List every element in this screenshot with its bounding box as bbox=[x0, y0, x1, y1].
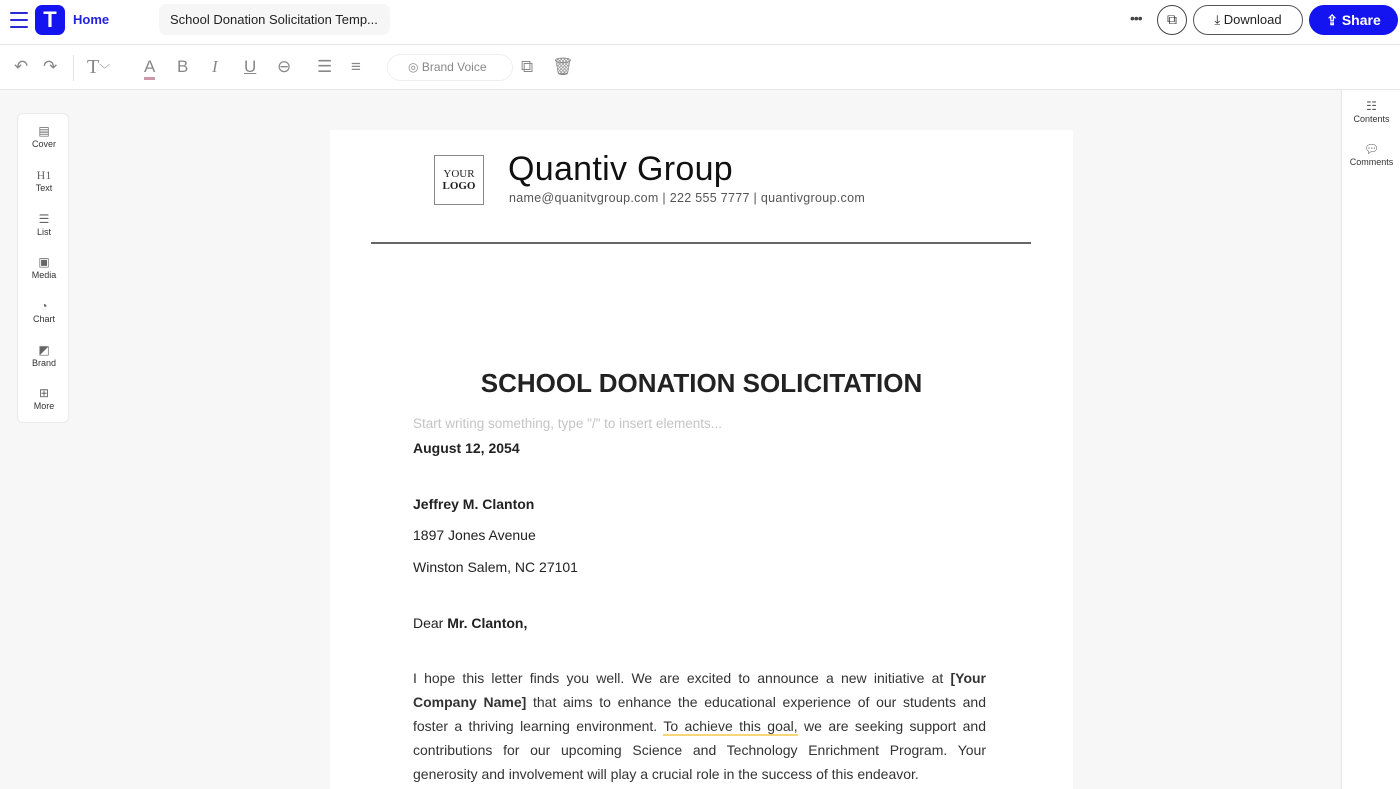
download-label: Download bbox=[1223, 12, 1282, 27]
divider-line bbox=[371, 242, 1031, 244]
recipient-name[interactable]: Jeffrey M. Clanton bbox=[413, 496, 535, 512]
panel-item-more[interactable] bbox=[18, 386, 70, 411]
grid-icon: ⊞ bbox=[38, 386, 50, 400]
copy-block-icon[interactable]: ⧉ bbox=[521, 57, 534, 76]
share-button[interactable] bbox=[1309, 5, 1398, 35]
contents-icon: ☷ bbox=[1366, 99, 1377, 113]
text-color-icon[interactable]: A bbox=[144, 57, 155, 80]
letter-date[interactable]: August 12, 2054 bbox=[413, 440, 520, 456]
brand-voice-label: Brand Voice bbox=[421, 60, 487, 74]
bold-icon[interactable]: B bbox=[177, 57, 189, 76]
text-style-icon[interactable]: T﹀ bbox=[87, 56, 111, 78]
brand-icon: ◩ bbox=[38, 343, 50, 357]
panel-item-cover[interactable] bbox=[18, 124, 70, 149]
label: Media bbox=[31, 270, 57, 280]
label: Brand bbox=[31, 358, 57, 368]
app-logo[interactable]: T bbox=[35, 5, 65, 35]
panel-item-brand[interactable] bbox=[18, 343, 70, 368]
address-line-2[interactable]: Winston Salem, NC 27101 bbox=[413, 559, 578, 575]
format-toolbar bbox=[0, 45, 1400, 90]
list-icon: ☰ bbox=[38, 212, 50, 226]
menu-icon[interactable] bbox=[10, 12, 28, 28]
right-panel bbox=[1341, 90, 1400, 789]
label: List bbox=[36, 227, 51, 237]
panel-item-chart[interactable] bbox=[18, 299, 70, 324]
address-line-1[interactable]: 1897 Jones Avenue bbox=[413, 527, 536, 543]
label: Contents bbox=[1353, 114, 1390, 124]
share-label: Share bbox=[1341, 12, 1381, 28]
align-icon[interactable]: ≡ bbox=[351, 57, 361, 76]
copy-icon: ⧉ bbox=[1167, 11, 1177, 27]
trash-icon[interactable]: 🗑 bbox=[552, 57, 574, 76]
label: Cover bbox=[31, 139, 56, 149]
panel-item-media[interactable] bbox=[18, 255, 70, 280]
heading-icon: H1 bbox=[36, 168, 52, 182]
salutation[interactable]: Dear Mr. Clanton, bbox=[413, 615, 528, 631]
brand-voice-button[interactable] bbox=[387, 54, 513, 81]
link-icon[interactable]: ⊖ bbox=[277, 57, 292, 76]
brand-voice-icon: ◎ bbox=[408, 60, 422, 74]
label: Comments bbox=[1349, 157, 1394, 167]
upload-icon: ⇪ bbox=[1326, 12, 1342, 28]
contact-info[interactable]: name@quanitvgroup.com | 222 555 7777 | quantivgroup.com bbox=[509, 191, 866, 205]
label: More bbox=[33, 401, 55, 411]
label: Text bbox=[35, 183, 53, 193]
comments-button[interactable] bbox=[1342, 142, 1400, 167]
bullet-list-icon[interactable]: ☰ bbox=[317, 57, 333, 76]
document-heading[interactable]: SCHOOL DONATION SOLICITATION bbox=[480, 368, 923, 398]
label: Chart bbox=[32, 314, 55, 324]
highlighted-text: To achieve this goal, bbox=[663, 718, 798, 734]
body-paragraph[interactable]: I hope this letter finds you well. We are excited to announce a new initiative at [Your Company Name] that aims to enhance the educational experience of our students and foster a thriving learning environment. To achieve this goal, we are seeking support and contributions for our upcoming Science and Technology Enrichment Program. Your generosity and involvement will play a crucial role in the success of this endeavor. bbox=[413, 670, 986, 782]
download-button[interactable] bbox=[1193, 5, 1303, 35]
document-title[interactable]: School Donation Solicitation Temp... bbox=[159, 4, 390, 35]
divider bbox=[73, 55, 74, 81]
elements-panel bbox=[17, 113, 69, 423]
redo-icon[interactable]: ↷ bbox=[43, 57, 58, 76]
duplicate-button[interactable] bbox=[1157, 5, 1187, 35]
chart-icon: ◔ bbox=[40, 299, 48, 313]
panel-item-list[interactable] bbox=[18, 212, 70, 237]
more-options-icon[interactable]: ••• bbox=[1130, 10, 1142, 26]
logo-placeholder[interactable]: YOUR LOGO bbox=[434, 155, 484, 205]
underline-icon[interactable]: U bbox=[244, 57, 257, 76]
contents-button[interactable] bbox=[1342, 99, 1400, 124]
comment-icon: 💬︎ bbox=[1363, 142, 1380, 156]
download-icon: ⤓ bbox=[1214, 12, 1224, 27]
editor-placeholder[interactable]: Start writing something, type "/" to insert elements... bbox=[413, 416, 722, 431]
image-icon: ▣ bbox=[38, 255, 50, 269]
document-page[interactable] bbox=[330, 130, 1073, 789]
panel-item-text[interactable] bbox=[18, 168, 70, 193]
cover-icon: ▤ bbox=[38, 124, 50, 138]
undo-icon[interactable]: ↶ bbox=[14, 57, 29, 76]
italic-icon[interactable]: I bbox=[212, 57, 218, 76]
company-name[interactable]: Quantiv Group bbox=[508, 150, 734, 188]
home-link[interactable]: Home bbox=[73, 12, 110, 27]
